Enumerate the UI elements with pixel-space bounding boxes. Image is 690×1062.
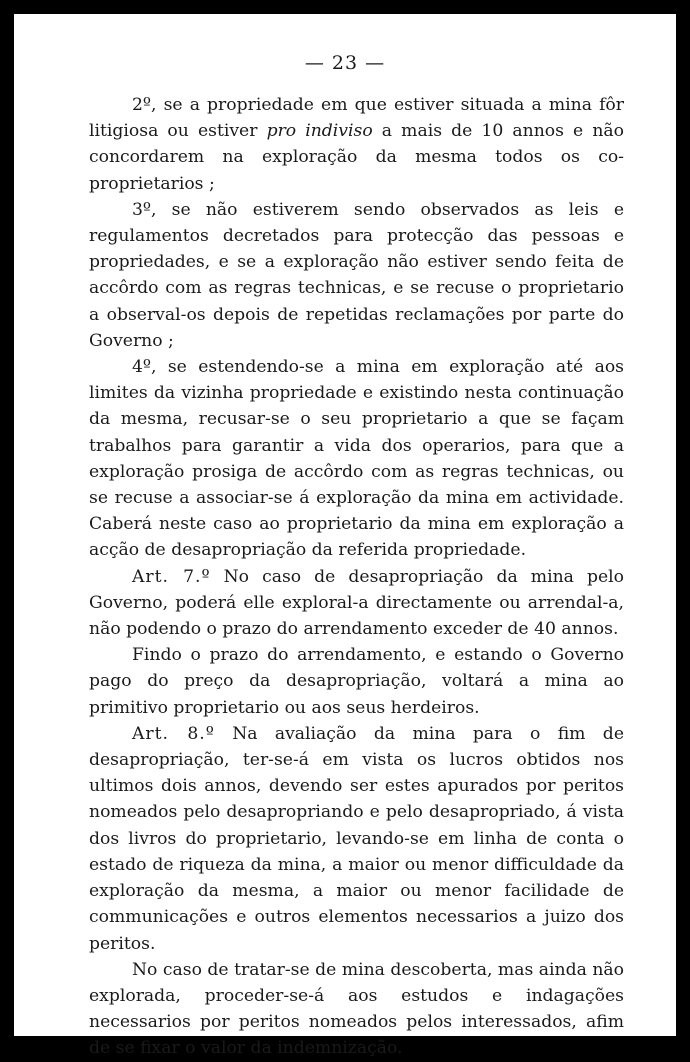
paragraph-text: se a propriedade em que estiver situada a mina fôr litigiosa ou estiver xyxy=(89,95,624,142)
paragraph-lead: No xyxy=(132,959,158,980)
item-number: 2º, xyxy=(132,95,157,115)
latin-term: pro indiviso xyxy=(266,121,373,142)
paragraph-article-7 xyxy=(89,564,624,643)
article-label: Art. 8.º xyxy=(132,723,215,744)
document-page xyxy=(14,14,676,1059)
paragraph-undeveloped-mine xyxy=(89,957,624,1062)
paragraph-text: a mais de 10 annos e não concordarem na exploração da mesma todos os co-proprietarios ; xyxy=(89,121,624,194)
paragraph-text: se estendendo-se a mina em exploração até aos limites da vizinha propriedade e existindo nesta continuação da mesma, recusar-se o seu proprietario a que se façam trabalhos para garantir a vida dos operarios, para que a exploração prosiga de accôrdo com as regras technicas, ou se recuse a associar-se á exploração da mina em actividade. Caberá neste caso ao proprietario da mina em exploração a acção de desapropriação da referida propriedade. xyxy=(89,357,624,561)
page-number: — 23 — xyxy=(304,52,386,74)
paragraph-lease-end xyxy=(89,642,624,721)
paragraph-text: caso de tratar-se de mina descoberta, mas ainda não explorada, proceder-se-á aos estudos e indagações necessarios por peritos nomeados pelos interessados, afim de se fixar o valor da indemnização. xyxy=(89,959,624,1059)
paragraph-text: o prazo do arrendamento, e estando o Governo pago do preço da desapropriação, voltará a mina ao primitivo proprietario ou aos seus herdeiros. xyxy=(89,645,624,718)
item-number: 4º, xyxy=(132,357,157,378)
paragraph-article-8 xyxy=(89,721,624,957)
paragraph-item-2 xyxy=(89,92,624,197)
body-text xyxy=(89,92,624,1062)
paragraph-text: No caso de desapropriação da mina pelo Governo, poderá elle exploral-a directamente ou arrendal-a, não podendo o prazo do arrendamento exceder de 40 annos. xyxy=(89,566,624,640)
paragraph-item-3 xyxy=(89,197,624,354)
paragraph-item-4 xyxy=(89,354,624,564)
article-label: Art. 7.º xyxy=(132,566,211,587)
paragraph-lead: Findo xyxy=(132,645,182,666)
paragraph-text: Na avaliação da mina para o fim de desapropriação, ter-se-á em vista os lucros obtidos nos ultimos dois annos, devendo ser estes apurados por peritos nomeados pelo desapropriando e pelo desapropriado, á vista dos livros do proprietario, levando-se em linha de conta o estado de riqueza da mina, a maior ou menor difficuldade da exploração da mesma, a maior ou menor facilidade de communicações e outros elementos necessarios a juizo dos peritos. xyxy=(89,723,624,954)
item-number: 3º, xyxy=(132,199,157,220)
paragraph-text: se não estiverem sendo observados as leis e regulamentos decretados para protecção das pessoas e propriedades, e se a exploração não estiver sendo feita de accôrdo com as regras technicas, e se recuse o proprietario a observal-os depois de repetidas reclamações por parte do Governo ; xyxy=(89,199,624,351)
